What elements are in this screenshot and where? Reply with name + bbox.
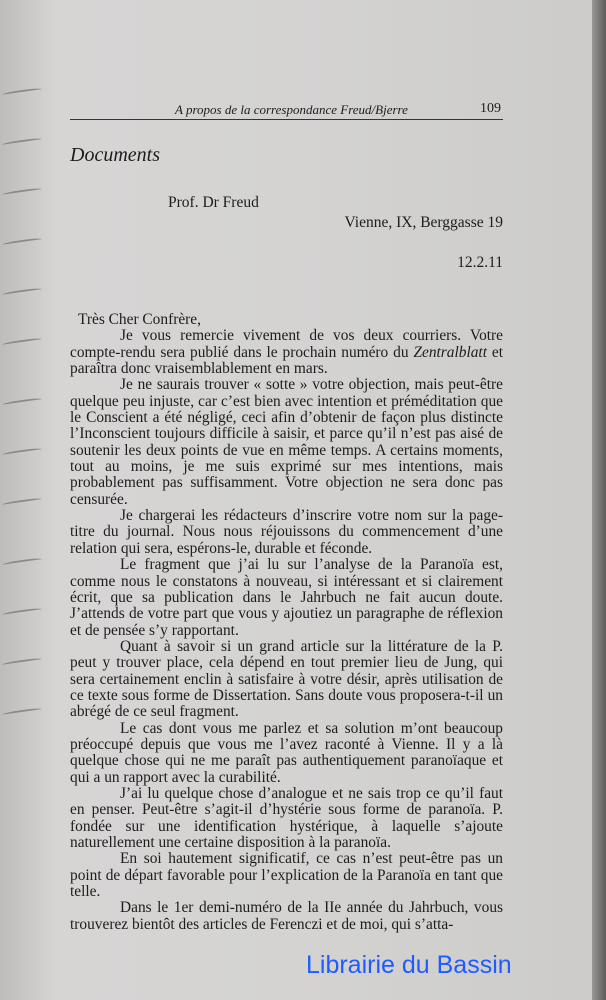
paragraph: Le fragment que j’ai lu sur l’analyse de la Paranoïa est, comme nous le constatons à nouveau, si intéressant et si clairement écrit, que sa publication dans le Jahrbuch ne fait aucun doute. J’attends de votre part que vous y ajoutiez un paragraphe de réflexion et de pensée s’y rapportant. bbox=[70, 556, 503, 639]
running-title: A propos de la correspondance Freud/Bjerre bbox=[175, 102, 408, 117]
letter-sender: Prof. Dr Freud bbox=[168, 194, 259, 211]
paragraph: Je vous remercie vivement de vos deux courriers. Votre compte-rendu sera publié dans le prochain numéro du Zentralblatt et paraîtra donc vraisemblablement en mars. bbox=[70, 327, 503, 378]
running-header bbox=[70, 101, 503, 120]
paragraph: J’ai lu quelque chose d’analogue et ne sais trop ce qu’il faut en penser. Peut-être s’agit-il d’hystérie sous forme de paranoïa. P. fondée sur une identification hystérique, à laquelle s’ajoute naturellement une certaine disposition à la paranoïa. bbox=[70, 784, 503, 851]
letter-address: Vienne, IX, Berggasse 19 bbox=[344, 214, 503, 231]
section-title: Documents bbox=[70, 144, 160, 166]
salutation: Très Cher Confrère, bbox=[78, 311, 201, 328]
letter-date: 12.2.11 bbox=[457, 254, 503, 271]
facing-page-handwriting bbox=[0, 0, 52, 1000]
page-edge bbox=[592, 0, 606, 1000]
letter-body bbox=[70, 312, 503, 933]
paragraph: Le cas dont vous me parlez et sa solution m’ont beaucoup préoccupé depuis que vous me l’avez raconté à Vienne. Il y a là quelque chose qui ne me paraît pas authentiquement paranoïaque et qui a un rapport avec la curabilité. bbox=[70, 719, 503, 786]
paragraph: En soi hautement significatif, ce cas n’est peut-être pas un point de départ favorable pour l’explication de la Paranoïa en tant que telle. bbox=[70, 850, 503, 901]
paragraph: Je ne saurais trouver « sotte » votre objection, mais peut-être quelque peu injuste, car c’est bien avec intention et préméditation que le Conscient a été négligé, ceci afin d’obtenir de façon plus distincte l’Inconscient toujours difficile à saisir, et parce qu’il n’est pas aisé de soutenir les deux points de vue en même temps. A certains moments, tout au moins, je me suis exprimé sur mes intentions, mais probablement pas suffisamment. Votre objection ne sera donc pas censurée. bbox=[70, 376, 503, 508]
paragraph: Dans le 1er demi-numéro de la IIe année du Jahrbuch, vous trouverez bientôt des articles de Ferenczi et de moi, qui s’atta- bbox=[70, 899, 503, 933]
watermark: Librairie du Bassin bbox=[306, 951, 512, 979]
paragraph: Je chargerai les rédacteurs d’inscrire votre nom sur la page-titre du journal. Nous nous réjouissons du commencement d’une relation qui sera, espérons-le, durable et féconde. bbox=[70, 507, 503, 557]
paragraph: Quant à savoir si un grand article sur la littérature de la P. peut y trouver place, cela dépend en tout premier lieu de Jung, qui sera certainement enclin à satisfaire à votre désir, après utilisation de ce texte sous forme de Dissertation. Sans doute vous proposera-t-il un abrégé de ce seul fragment. bbox=[70, 637, 503, 721]
page-number: 109 bbox=[480, 101, 501, 116]
